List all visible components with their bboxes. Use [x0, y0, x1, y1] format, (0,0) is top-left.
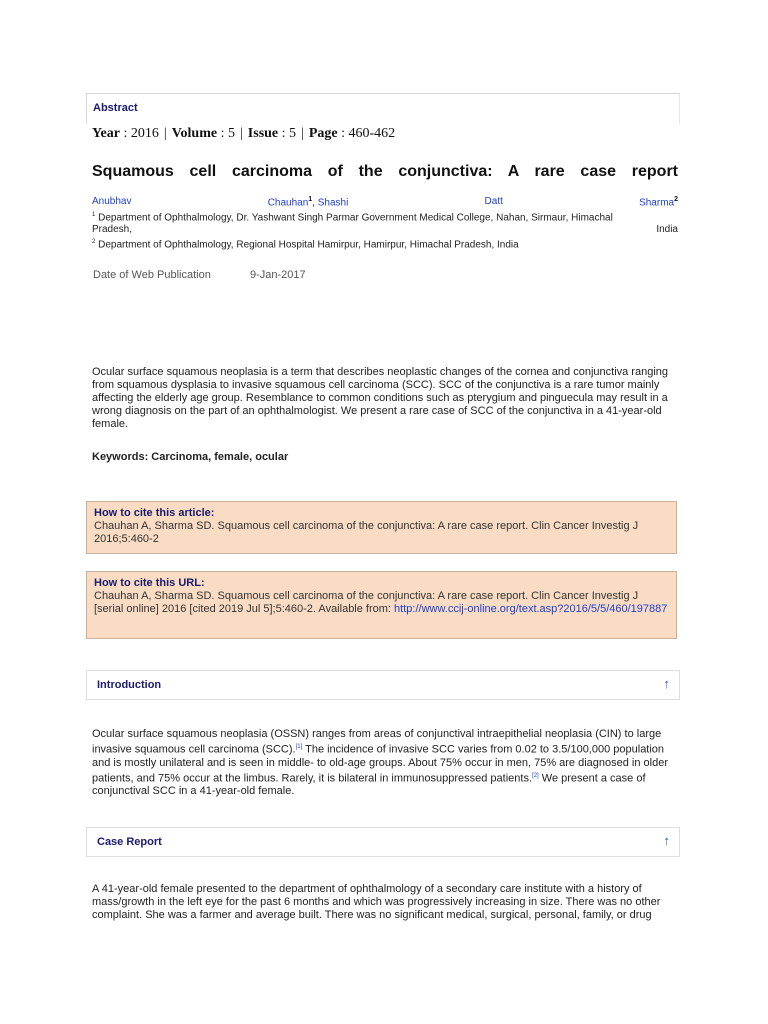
- intro-text-3: We present a case of conjunctival SCC in a 41-year-old female.: [92, 772, 646, 798]
- affiliation-2-sup: 2: [92, 239, 96, 245]
- page-value: 460-462: [348, 126, 396, 141]
- affiliation-2-text: Department of Ophthalmology, Regional Hospital Hamirpur, Hamirpur, Himachal Pradesh, India: [98, 239, 519, 251]
- section-case-report: [86, 827, 680, 857]
- cite-article-text: Chauhan A, Sharma SD. Squamous cell carcinoma of the conjunctiva: A rare case report. Clin Cancer Investig J 2016;5:460-2: [94, 520, 639, 545]
- author-2-affil-sup: 2: [674, 196, 678, 203]
- author-1-last-wrap: Chauhan$^1$, Shashi: [267, 196, 349, 209]
- abstract-text: Ocular surface squamous neoplasia is a term that describes neoplastic changes of the cornea and conjunctiva ranging from squamous dysplasia to invasive squamous cell carcinoma (SCC). SCC of the conjunctiva is a rare tumor mainly affecting the elderly age group. Resemblance to common conditions such as pterygium and pinguecula may result in a wrong diagnosis on the part of an ophthalmologist. We present a rare case of SCC of the conjunctiva in a 41-year-old female.: [92, 366, 669, 430]
- abstract-label: Abstract: [93, 102, 138, 114]
- publication-date-value: 9-Jan-2017: [250, 269, 306, 281]
- cite-url-title: How to cite this URL:: [94, 577, 205, 589]
- volume-value: 5: [227, 126, 235, 141]
- keywords: Keywords: Carcinoma, female, ocular: [92, 451, 289, 463]
- affiliation-1-sup: 1: [92, 212, 96, 218]
- author-2-last[interactable]: Sharma: [639, 197, 675, 209]
- affiliation-1-line1: Department of Ophthalmology, Dr. Yashwant Singh Parmar Government Medical College, Nahan, Sirmaur, Himachal: [98, 212, 613, 224]
- cite-url-body: [94, 590, 670, 616]
- volume-label: Volume: [171, 126, 218, 141]
- separator: |: [301, 126, 304, 141]
- introduction-text: [92, 728, 678, 798]
- affiliation-1-line2-left: Pradesh,: [92, 224, 133, 236]
- cite-url-link[interactable]: http://www.ccij-online.org/text.asp?2016/5/5/460/197887: [394, 603, 668, 615]
- reference-2-link[interactable]: [2]: [532, 772, 539, 779]
- author-1-last[interactable]: Chauhan: [267, 197, 309, 209]
- case-report-text: A 41-year-old female presented to the department of ophthalmology of a secondary care institute with a history of mass/growth in the left eye for the past 6 months and which was progressively increasing in size. There was no other complaint. She was a farmer and average built. There was no significant medical, surgical, personal, family, or drug: [92, 883, 661, 921]
- cite-url-text: Chauhan A, Sharma SD. Squamous cell carcinoma of the conjunctiva: A rare case report. Clin Cancer Investig J [serial online] 2016 [cited 2019 Jul 5];5:460-2. Available from:: [94, 590, 639, 615]
- cite-article-box: [86, 501, 677, 554]
- issue-metadata: Year : 2016 | Volume : 5 | Issue : 5 | Page : 460-462: [92, 126, 396, 141]
- article-title: Squamous cell carcinoma of the conjunctiva: A rare case report: [92, 163, 678, 180]
- affiliation-1: [92, 209, 678, 236]
- author-2-first[interactable]: Shashi: [317, 197, 349, 209]
- author-2-middle[interactable]: Datt: [484, 196, 503, 207]
- abstract-header-box: [86, 93, 680, 124]
- publication-date-label: Date of Web Publication: [93, 269, 211, 281]
- affiliation-2: [92, 236, 678, 251]
- author-1-first[interactable]: Anubhav: [92, 196, 132, 207]
- reference-1-link[interactable]: [1]: [295, 744, 303, 750]
- year-value: 2016: [130, 126, 159, 141]
- back-to-top-icon[interactable]: ↑: [663, 833, 670, 848]
- intro-text-2: The incidence of invasive SCC varies from 0.02 to 3.5/100,000 population and is mostly unilateral and is seen in middle- to old-age groups. About 75% occur in men, 75% are diagnosed in older patients, and 75% occur at the limbus. Rarely, it is bilateral in immunosuppressed patients.: [92, 743, 669, 785]
- back-to-top-icon[interactable]: ↑: [663, 676, 670, 691]
- issue-label: Issue: [247, 126, 279, 141]
- separator: |: [163, 126, 167, 141]
- page-label: Page: [308, 126, 338, 141]
- author-1-affil-sup: 1: [308, 196, 313, 203]
- intro-text-1: Ocular surface squamous neoplasia (OSSN) ranges from areas of conjunctival intraepithelial neoplasia (CIN) to large invasive squamous cell carcinoma (SCC).: [92, 728, 662, 756]
- author-2-last-wrap: [639, 196, 678, 208]
- issue-value: 5: [289, 126, 297, 141]
- section-case-report-label: Case Report: [97, 836, 162, 848]
- author-list: [92, 196, 678, 208]
- year-label: Year: [92, 126, 120, 141]
- cite-url-box: [86, 571, 677, 639]
- affiliation-1-line2-right: India: [656, 224, 678, 236]
- section-introduction-label: Introduction: [97, 679, 162, 691]
- publication-date-row: [93, 269, 306, 281]
- cite-article-title: How to cite this article:: [94, 507, 215, 519]
- separator: |: [239, 126, 243, 141]
- section-introduction: [86, 670, 680, 700]
